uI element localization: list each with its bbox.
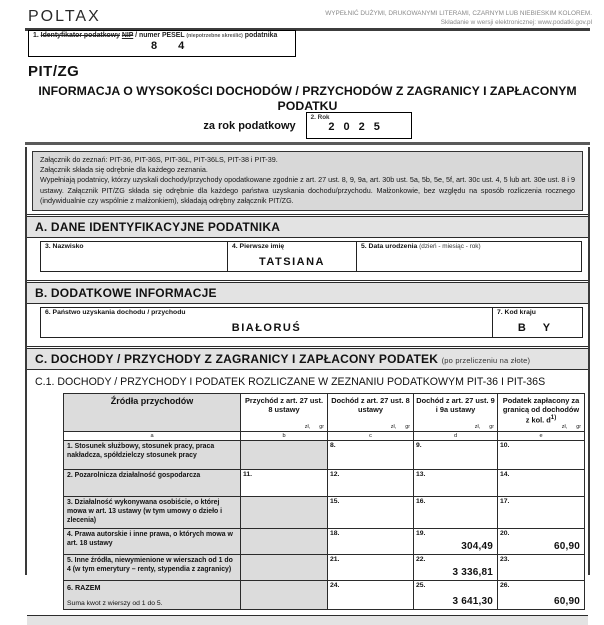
form-title-line1: INFORMACJA O WYSOKOŚCI DOCHODÓW / PRZYCHODÓW Z ZAGRANICY I ZAPŁACONYM (38, 84, 577, 98)
cell-15[interactable]: 15. (328, 497, 414, 529)
col-letter-d: d (414, 432, 498, 441)
country-code-field[interactable] (492, 307, 583, 338)
col-c-text: Dochód z art. 27 ust. 8 ustawy (331, 396, 410, 415)
first-name-label: 4. Pierwsze imię (232, 243, 285, 251)
table-row-business (64, 470, 585, 497)
first-name-field[interactable] (227, 241, 357, 272)
cell-20[interactable]: 20. 60,90 (498, 529, 585, 555)
row-source-label: 1. Stosunek służbowy, stosunek pracy, praca nakładcza, spółdzielczy stosunek pracy (64, 441, 241, 470)
income-country-label: 6. Państwo uzyskania dochodu / przychodu (45, 309, 186, 317)
income-table (63, 393, 585, 610)
income-country-input[interactable]: BIAŁORUŚ (231, 322, 302, 335)
currency-units: zł, gr (561, 424, 581, 431)
poltax-logo: POLTAX (28, 8, 101, 25)
form-code: PIT/ZG (28, 63, 80, 80)
pesel-input[interactable]: 8 4 (151, 40, 194, 52)
country-code-input[interactable]: B Y (517, 322, 558, 335)
tax-year-box[interactable] (306, 112, 412, 139)
table-row-other-sources (64, 555, 585, 581)
row-source-label: 4. Prawa autorskie i inne prawa, o których mowa w art. 18 ustawy (64, 529, 241, 555)
nip-label-struck: Identyfikator podatkowy (40, 32, 120, 39)
fill-instruction-line: WYPEŁNIĆ DUŻYMI, DRUKOWANYMI LITERAMI, CZARNYM LUB NIEBIESKIM KOLOREM. (325, 10, 592, 17)
birth-date-format-hint: (dzień - miesiąc - rok) (419, 243, 481, 251)
surname-label: 3. Nazwisko (45, 243, 84, 251)
table-header-row (64, 394, 585, 432)
first-name-input[interactable]: TATSIANA (259, 256, 325, 269)
section-b-header: B. DODATKOWE INFORMACJE (27, 283, 588, 304)
year-input[interactable]: 2025 (328, 121, 389, 133)
total-sublabel: Suma kwot z wierszy od 1 do 5. (67, 600, 163, 607)
row-total-label (64, 581, 241, 610)
table-row-total (64, 581, 585, 610)
row-source-label: 5. Inne źródła, niewymienione w wierszach od 1 do 4 (w tym emerytury – renty, stypendia z zagranicy) (64, 555, 241, 581)
section-a-fields (27, 238, 588, 277)
cell-b6-disabled (241, 581, 328, 610)
next-section-edge (27, 615, 588, 625)
currency-units: zł, gr (474, 424, 494, 431)
col-letter-c: c (328, 432, 414, 441)
cell-26[interactable]: 26. 60,90 (498, 581, 585, 610)
total-label: 6. RAZEM (67, 583, 101, 592)
surname-field[interactable] (40, 241, 228, 272)
section-c-title: C. DOCHODY / PRZYCHODY Z ZAGRANICY I ZAPŁACONY PODATEK (35, 352, 439, 367)
cell-13[interactable]: 13. (414, 470, 498, 497)
cell-b1-disabled (241, 441, 328, 470)
form-body (25, 147, 590, 607)
cell-8[interactable]: 8. (328, 441, 414, 470)
cross-out-note: (niepotrzebne skreślić) (186, 33, 243, 39)
pesel-label: / numer PESEL (135, 32, 185, 39)
col-header-income-art27-9 (414, 394, 498, 432)
cell-24[interactable]: 24. (328, 581, 414, 610)
cell-b5-disabled (241, 555, 328, 581)
currency-units: zł, gr (304, 424, 324, 431)
section-c-header (27, 349, 588, 370)
taxpayer-id-box[interactable] (28, 30, 296, 57)
notice-paragraph: Wypełniają podatnicy, którzy uzyskali dochody/przychody opodatkowane zgodnie z art. 27 ust. 8, 9, 9a, art. 30b ust. 5a, 5b, 5e, 5f, art. 30c ust. 4, 5 lub art. 30e ust. 8 i 9 ustawy. Załącznik PIT/ZG składa się odrębnie dla każdego państwa uzyskania dochodu/przychodu. Małżonkowie, bez względu na sposób rozliczenia rocznego (indywidualnie czy wspólnie z małżonkiem), składają odrębny załącznik PIT/ZG. (40, 175, 575, 205)
cell-b4-disabled (241, 529, 328, 555)
row-source-label: 2. Pozarolnicza działalność gospodarcza (64, 470, 241, 497)
birth-date-label (361, 243, 577, 250)
cell-16[interactable]: 16. (414, 497, 498, 529)
section-a-header: A. DANE IDENTYFIKACYJNE PODATNIKA (27, 217, 588, 238)
year-field-label: 2. Rok (310, 114, 330, 121)
col-header-foreign-tax (498, 394, 585, 432)
country-code-label: 7. Kod kraju (497, 309, 536, 317)
form-title-line2: PODATKU (277, 98, 338, 113)
cell-25[interactable]: 25. 3 641,30 (414, 581, 498, 610)
cell-14[interactable]: 14. (498, 470, 585, 497)
nip-abbrev: NIP (121, 32, 134, 39)
cell-12[interactable]: 12. (328, 470, 414, 497)
section-c-title-note: (po przeliczeniu na złote) (441, 356, 531, 366)
col-header-sources: Źródła przychodów (64, 394, 241, 432)
form-title (25, 84, 590, 114)
title-divider (25, 142, 590, 145)
notice-line2: Załącznik składa się odrębnie dla każdego zeznania. (40, 165, 208, 175)
cell-b3-disabled (241, 497, 328, 529)
col-letter-a: a (64, 432, 241, 441)
notice-line1: Załącznik do zeznań: PIT-36, PIT-36S, PIT-36L, PIT-36LS, PIT-38 i PIT-39. (40, 155, 278, 164)
column-letter-row (64, 432, 585, 441)
cell-17[interactable]: 17. (498, 497, 585, 529)
field-number: 1. (33, 32, 39, 39)
taxpayer-suffix: podatnika (244, 32, 278, 39)
table-row-employment (64, 441, 585, 470)
section-c1-header: C.1. DOCHODY / PRZYCHODY I PODATEK ROZLICZANE W ZEZNANIU PODATKOWYM PIT-36 I PIT-36S (27, 370, 588, 393)
form-fill-instructions (325, 9, 592, 28)
col-b-text: Przychód z art. 27 ust. 8 ustawy (244, 396, 324, 415)
row-source-label: 3. Działalność wykonywana osobiście, o której mowa w art. 13 ustawy (w tym umowy o dzieło i zlecenia) (64, 497, 241, 529)
cell-21[interactable]: 21. (328, 555, 414, 581)
table-row-copyrights (64, 529, 585, 555)
cell-10[interactable]: 10. (498, 441, 585, 470)
cell-19[interactable]: 19. 304,49 (414, 529, 498, 555)
tax-year-label: za rok podatkowy (203, 119, 296, 132)
efiling-note: Składanie w wersji elektronicznej: www.podatki.gov.pl (440, 19, 592, 27)
taxpayer-id-label (33, 32, 291, 39)
cell-9[interactable]: 9. (414, 441, 498, 470)
cell-11[interactable]: 11. (241, 470, 328, 497)
col-letter-e: e (498, 432, 585, 441)
cell-23[interactable]: 23. (498, 555, 585, 581)
table-row-personal-activity (64, 497, 585, 529)
col-header-income-art27-8 (328, 394, 414, 432)
section-b-fields (27, 304, 588, 343)
cell-18[interactable]: 18. (328, 529, 414, 555)
footnote-marker: 1) (550, 414, 557, 422)
attachment-notice (32, 151, 583, 211)
col-letter-b: b (241, 432, 328, 441)
birth-date-label-main: 5. Data urodzenia (361, 243, 418, 251)
col-d-text: Dochód z art. 27 ust. 9 i 9a ustawy (416, 396, 495, 415)
col-header-revenue-art27-8 (241, 394, 328, 432)
currency-units: zł, gr (390, 424, 410, 431)
birth-date-field[interactable] (356, 241, 582, 272)
cell-22[interactable]: 22. 3 336,81 (414, 555, 498, 581)
income-country-field[interactable] (40, 307, 493, 338)
tax-year-row (25, 112, 590, 139)
col-e-text: Podatek zapłacony za granicą od dochodów z kol. d (502, 396, 580, 425)
